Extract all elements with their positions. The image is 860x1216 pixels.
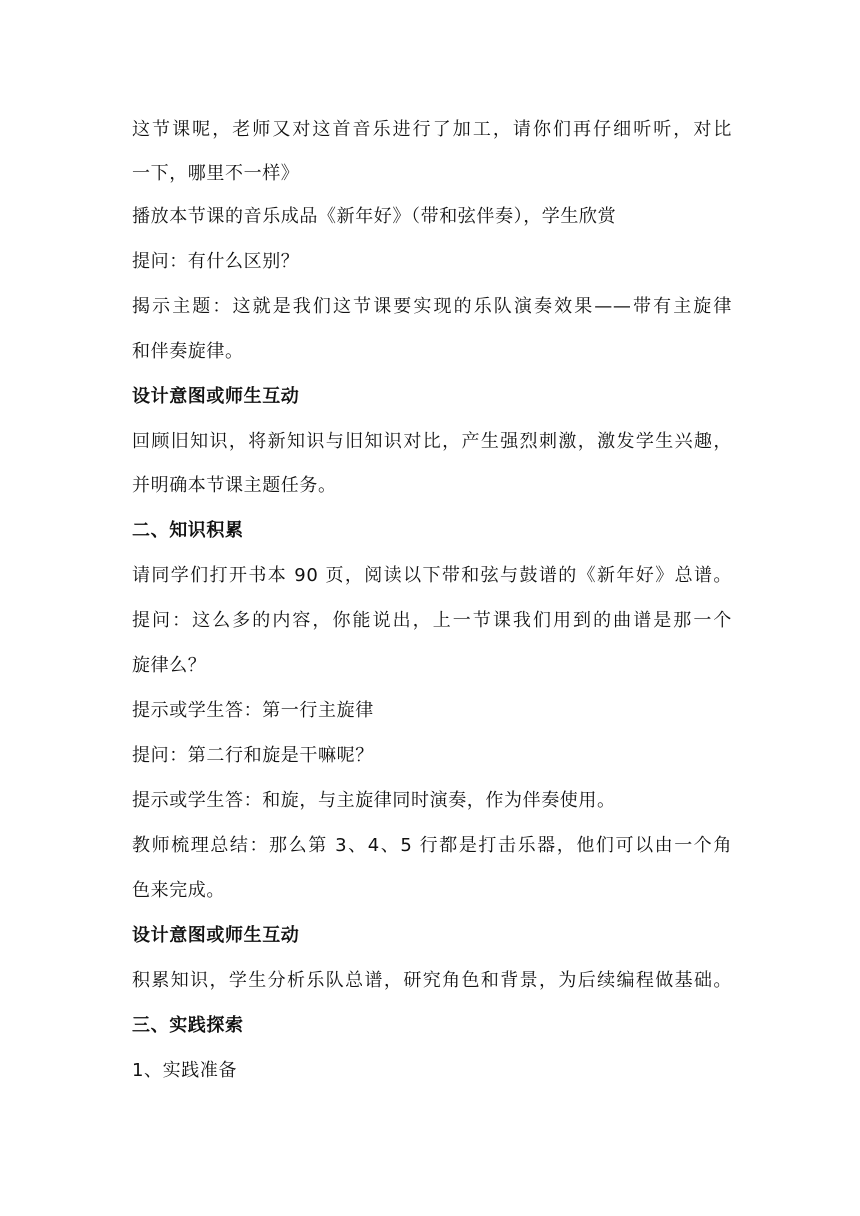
paragraph-line: 请同学们打开书本 90 页，阅读以下带和弦与鼓谱的《新年好》总谱。 — [132, 565, 732, 586]
paragraph-line: 积累知识，学生分析乐队总谱，研究角色和背景，为后续编程做基础。 — [132, 970, 732, 991]
paragraph-line: 一下，哪里不一样》 — [132, 163, 300, 184]
paragraph-line: 和伴奏旋律。 — [132, 341, 244, 362]
paragraph-line: 色来完成。 — [132, 880, 225, 901]
paragraph-line: 提问：有什么区别？ — [132, 251, 300, 272]
paragraph-line: 提问：这么多的内容，你能说出，上一节课我们用到的曲谱是那一个 — [132, 610, 732, 631]
paragraph-line: 这节课呢，老师又对这首音乐进行了加工，请你们再仔细听听，对比 — [132, 119, 732, 140]
paragraph-line: 教师梳理总结：那么第 3、4、5 行都是打击乐器，他们可以由一个角 — [132, 835, 732, 856]
section-heading: 三、实践探索 — [132, 1015, 244, 1036]
paragraph-line: 揭示主题：这就是我们这节课要实现的乐队演奏效果——带有主旋律 — [132, 296, 732, 317]
section-heading: 二、知识积累 — [132, 520, 244, 541]
paragraph-line: 播放本节课的音乐成品《新年好》（带和弦伴奏），学生欣赏 — [132, 206, 617, 227]
section-heading: 设计意图或师生互动 — [132, 925, 300, 946]
paragraph-line: 提示或学生答：和旋，与主旋律同时演奏，作为伴奏使用。 — [132, 790, 616, 811]
paragraph-line: 并明确本节课主题任务。 — [132, 475, 337, 496]
paragraph-line: 提示或学生答：第一行主旋律 — [132, 700, 374, 721]
section-heading: 设计意图或师生互动 — [132, 386, 300, 407]
paragraph-line: 旋律么？ — [132, 655, 207, 676]
paragraph-line: 提问：第二行和旋是干嘛呢？ — [132, 745, 374, 766]
paragraph-line: 1、实践准备 — [132, 1060, 238, 1081]
paragraph-line: 回顾旧知识，将新知识与旧知识对比，产生强烈刺激，激发学生兴趣， — [132, 431, 732, 452]
